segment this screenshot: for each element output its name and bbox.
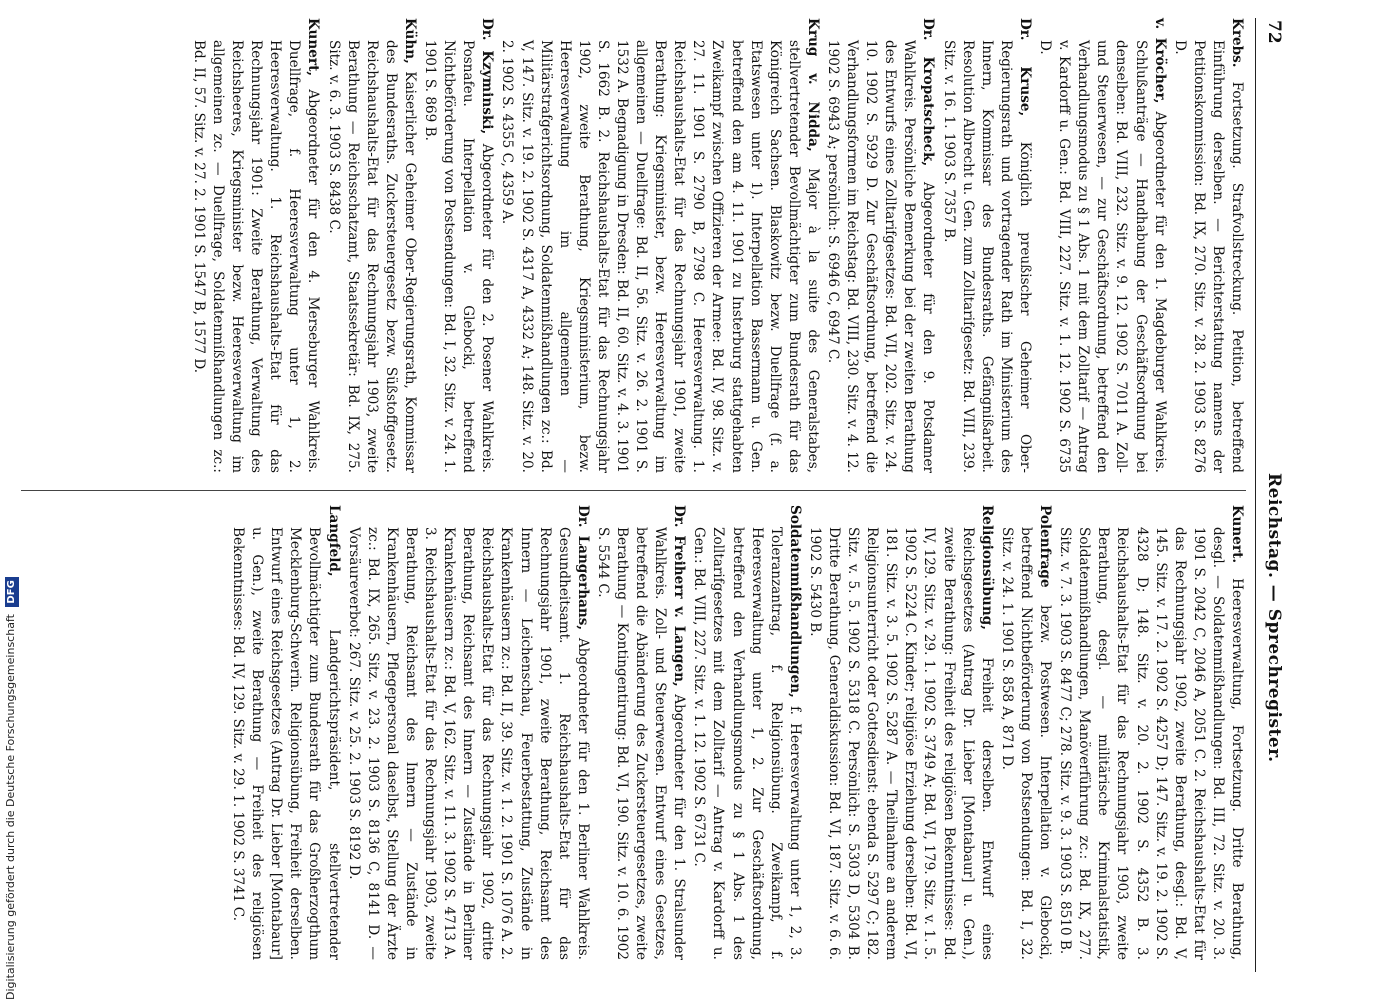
entry-text: Abgeordneter für den 1. Berliner Wahlkreis. Gesundheitsamt. 1. Reichshaushalts-Etat für das Rechnungsjahr 1901, zweite Berathung, Reichsamt des Innern — Leichenschau, Feuerbestattung, Zustände in Krankenhäusern zc.: Bd. II, 39. Sitz. v. 1. 2. 1901 S. 1076 A. 2. Reichshaushalts-Etat für das Rechnungsjahr 1902, dritte Berathung, Reichsamt des Innern — Zustände in Berliner Krankenhäusern zc.: Bd. V, 162. Sitz. v. 11. 3. 1902 S. 4713 A. 3. Reichshaushalts-Etat für das Rechnungsjahr 1903, zweite Berathung, Reichsamt des Innern — Zustände in Krankenhäusern, Pflegepersonal daselbst, Stellung der Ärzte zc.: Bd. IX, 265. Sitz. v. 23. 2. 1903 S. 8136 C, 8141 D. — Vorsäureverbot: 267. Sitz. v. 25. 2. 1903 S. 8192 D. [345, 527, 591, 960]
register-entry [823, 18, 938, 473]
speaker-name: Kunert. [1229, 505, 1245, 564]
register-entry [689, 505, 804, 960]
entry-text: f. Heeresverwaltung unter 1, 2, 3. Toleranzantrag, f. Religionsübung. Zweikampf, f. Heeresverwaltung unter 1, 2. Zur Geschäftsordnung, betreffend den Verhandlungsmodus zu § 1 Abs. 1 des Zolltarifgesetzes mit dem Zolltarif — Antrag v. Kardorff u. Gen.: Bd. VIII, 227. Sitz. v. 1. 12. 1902 S. 6731 C. [691, 527, 803, 960]
speaker-name: Krug v. Nidda, [804, 18, 821, 152]
speaker-name: Dr. Langerhans, [574, 505, 591, 631]
register-entry [939, 18, 1034, 473]
speaker-name: Krebs. [1229, 18, 1245, 68]
page-number: 72 [1264, 20, 1284, 44]
entry-text: bezw. Postwesen. Interpellation v. Glebocki, betreffend Nichtbeförderung von Postsendungen: Bd. I, 32. Sitz. v. 24. 1. 1901 S. 858 A, 871 D. [998, 527, 1054, 960]
digitization-footer [0, 0, 22, 1000]
register-entry [497, 18, 822, 473]
entry-text: Fortsetzung. Strafvollstreckung. Petition, betreffend Einführung derselben. — Berichterstattung namens der Petitionskommission: Bd. IX, 270. Sitz. v. 28. 2. 1903 S. 8276 D. [1171, 40, 1245, 473]
register-entry [1055, 505, 1246, 960]
entry-text: Kaiserlicher Geheimer Ober-Regierungsrath, Kommissar des Bundesraths. Zuckersteuergesetz bezw. Süßstoffgesetz. Reichshaushalts-Etat für das Rechnungsjahr 1903, zweite Berathung — Reichsschatzamt, Staatssekretär: Bd. IX, 275. Sitz. v. 6. 3. 1903 S. 8438 C. [325, 40, 418, 473]
entry-text: Abgeordneter für den 1. Stralsunder Wahlkreis. Zoll- und Steuerwesen. Entwurf eines Gesetzes, betreffend die Abänderung des Zuckersteuergesetzes, zweite Berathung — Kontingentirung: Bd. VI, 190. Sitz. v. 10. 6. 1902 S. 5544 C. [594, 527, 688, 960]
register-entry [324, 18, 419, 473]
left-column [16, 18, 1246, 473]
entry-text: Abgeordneter für den 4. Merseburger Wahlkreis. Duellfrage, f. Heeresverwaltung unter 1, 2. Heeresverwaltung. 1. Reichshaushalts-Etat für das Rechnungsjahr 1901: Zweite Berathung, Verwaltung des Reichsheeres, Kriegsminister bezw. Heeresverwaltung im allgemeinen zc. — Duellfrage, Soldatenmißhandlungen zc.: Bd. II, 57. Sitz. v. 27. 2. 1901 S. 1547 B, 1577 D. [190, 40, 322, 473]
register-entry [344, 505, 592, 960]
register-entry [420, 18, 496, 473]
register-entry [997, 505, 1054, 960]
speaker-name: Kühn, [401, 18, 418, 64]
right-column [16, 505, 1246, 960]
entry-text: Heeresverwaltung, Fortsetzung. Dritte Berathung, desgl. — Soldatenmißhandlungen: Bd. III, 72. Sitz. v. 20. 3. 1901 S. 2042 C, 2046 A, 2051 C. 2. Reichshaushalts-Etat für das Rechnungsjahr 1902, zweite Berathung, desgl.: Bd. V, 145. Sitz. v. 17. 2. 1902 S. 4257 D; 147. Sitz. v. 19. 2. 1902 S. 4328 D; 148. Sitz. v. 20. 2. 1902 S. 4352 B. 3. Reichshaushalts-Etat für das Rechnungsjahr 1903, zweite Berathung, desgl. — militärische Kriminalstatistik, Soldatenmißhandlungen, Manöverführung zc.: Bd. IX, 277. Sitz. v. 7. 3. 1903 S. 8477 C; 278. Sitz. v. 9. 3. 1903 S. 8510 B. [1057, 527, 1245, 960]
speaker-name: Dr. Kzyminski, [479, 18, 496, 135]
entry-text: Königlich preußischer Geheimer Ober-Regierungsrath und vortragender Rath im Ministerium des Innern, Kommissar des Bundesraths. Gefängnißarbeit. Resolution Albrecht u. Gen. zum Zolltarifgesetz: Bd. VIII, 239. Sitz. v. 16. 1. 1903 S. 7357 B. [940, 40, 1033, 473]
speaker-name: Dr. Kruse, [1016, 18, 1033, 117]
register-entry [593, 505, 688, 960]
speaker-name: Religionsübung, [978, 505, 995, 630]
page-header [1255, 18, 1290, 972]
entry-text: Major à la suite des Generalstabes, stellvertretender Bevollmächtigter zum Bundesrath für das Königreich Sachsen. Blaskowitz bezw. Duellfrage (f. a. Etatswesen unter 1). Interpellation Bassermann u. Gen. betreffend den am 4. 11. 1901 zu Insterburg stattgehabten Zweikampf zwischen Offizieren der Armee: Bd. IV, 98. Sitz. v. 27. 11. 1901 S. 2790 B, 2798 C. Heeresverwaltung. 1. Reichshaushalts-Etat für das Rechnungsjahr 1901, zweite Berathung: Kriegsminister, bezw. Heeresverwaltung im allgemeinen — Duellfrage: Bd. II, 56. Sitz. v. 26. 2. 1901 S. 1532 A. Begnadigung in Dresden: Bd. II, 60. Sitz. v. 4. 3. 1901 S. 1662 B. 2. Reichshaushalts-Etat für das Rechnungsjahr 1902, zweite Berathung, Kriegsministerium, bezw. Heeresverwaltung im allgemeinen — Militärstrafgerichtsordnung, Soldatenmißhandlungen zc.: Bd. V, 147. Sitz. v. 19. 2. 1902 S. 4317 A, 4332 A; 148. Sitz. v. 20. 2. 1902 S. 4355 C, 4359 A. [499, 40, 821, 473]
entry-text: Abgeordneter für den 2. Posener Wahlkreis. Posnafeu. Interpellation v. Glebocki, betreffend Nichtbeförderung von Postsendungen: Bd. I, 32. Sitz. v. 24. 1. 1901 S. 869 B. [422, 40, 496, 474]
speaker-name: Dr. Kropatscheck, [920, 18, 937, 167]
register-entry [805, 505, 996, 960]
register-entry [1035, 18, 1169, 473]
speaker-name: Kunert, [305, 18, 322, 77]
speaker-name: Soldatenmißhandlungen, [786, 505, 803, 698]
register-entry [189, 18, 323, 473]
speaker-name: Polenfrage [1037, 505, 1054, 588]
entry-text: Freiheit derselben. Entwurf eines Reichsgesetzes (Antrag Dr. Lieber [Montabaur] u. Gen.), zweite Berathung: Freiheit des religiösen Bekenntnisses: Bd. IV, 129. Sitz. v. 29. 1. 1902 S. 3749 A; Bd. VI, 179. Sitz. v. 1. 5. 1902 S. 5224 C. Kinder; religiöse Erziehung derselben: Bd. VI, 181. Sitz. v. 3. 5. 1902 S. 5287 A. — Theilnahme an anderem Religionsunterricht oder Gottesdienst: ebenda S. 5297 C; 182. Sitz. v. 5. 5. 1902 S. 5318 C. Persönlich: S. 5303 D, 5304 B. Dritte Berathung, Generaldiskussion: Bd. VI, 187. Sitz. v. 6. 6. 1902 S. 5430 B. [806, 527, 995, 961]
entry-text: Landgerichtspräsident, stellvertretender Bevollmächtigter zum Bundesrath für das Großherzogthum Mecklenburg-Schwerin. Religionsübung, Freiheit derselben. Entwurf eines Reichsgesetzes (Antrag Dr. Lieber [Montabaur] u. Gen.), zweite Berathung — Freiheit des religiösen Bekenntnisses: Bd. IV, 129. Sitz. v. 29. 1. 1902 S. 3741 C. [230, 527, 342, 960]
dfg-logo: DFG [5, 577, 19, 606]
entry-text: Abgeordneter für den 9. Potsdamer Wahlkreis. Persönliche Bemerkung bei der zweiten Berathung des Entwurfs eines Zolltarifgesetzes: Bd. VII, 202. Sitz. v. 24. 10. 1902 S. 5929 D. Zur Geschäftsordnung, betreffend die Verhandlungsformen im Reichstag: Bd. VIII, 230. Sitz. v. 4. 12. 1902 S. 6943 A; persönlich: S. 6946 C, 6947 C. [825, 40, 937, 473]
register-entry [228, 505, 343, 960]
entry-text: Abgeordneter für den 1. Magdeburger Wahlkreis. Schlußanträge — Handhabung der Geschäftsordnung bei denselben: Bd. VIII, 232. Sitz. v. 9. 12. 1902 S. 7011 A. Zoll- und Steuerwesen, — zur Geschäftsordnung, betreffend den Verhandlungsmodus zu § 1 Abs. 1 mit dem Zolltarif — Antrag v. Kardorff u. Gen.: Bd. VIII, 227. Sitz. v. 1. 12. 1902 S. 6735 D. [1037, 40, 1168, 473]
column-divider [21, 490, 1246, 491]
register-entry [1170, 18, 1246, 473]
running-title: Reichstag. — Sprechregister. [1264, 473, 1284, 763]
speaker-name: v. Kröcher, [1151, 18, 1168, 104]
speaker-name: Dr. Freiherr v. Langen, [671, 505, 688, 687]
footer-text: Digitalisierung gefördert durch die Deutsche Forschungsgemeinschaft [4, 614, 17, 1000]
speaker-name: Langfeld, [325, 505, 342, 577]
